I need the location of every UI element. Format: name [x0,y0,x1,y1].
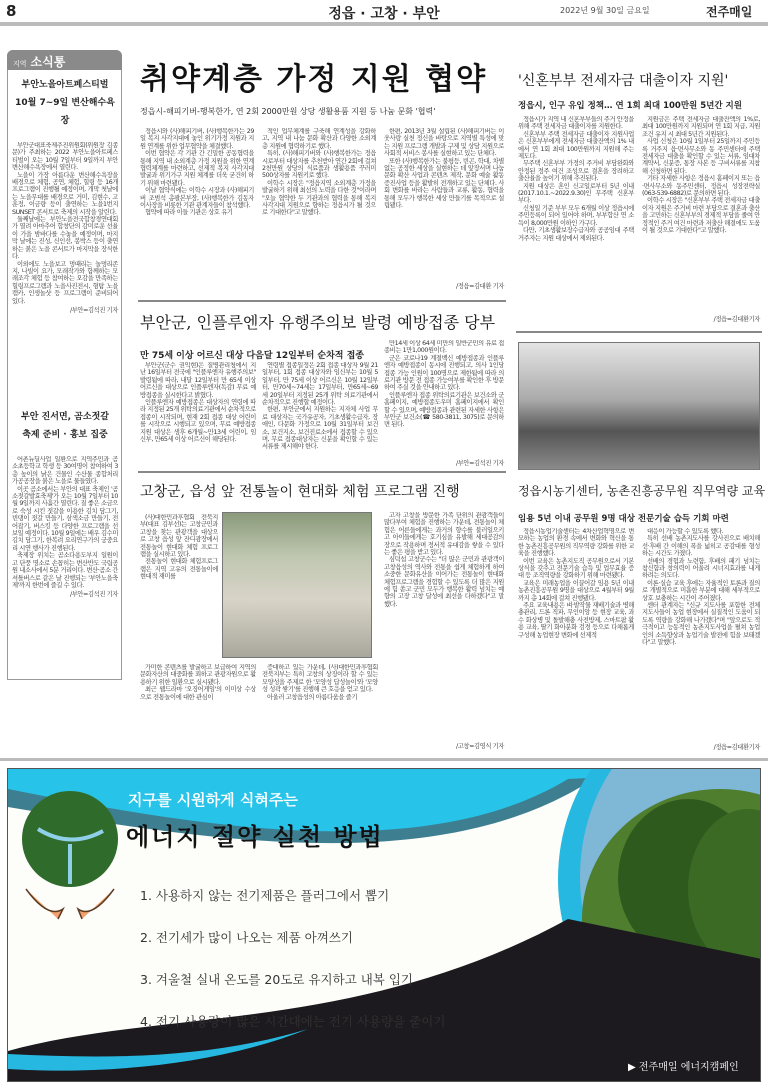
sidebar-item-body [12,142,118,305]
paragraph: 이학수 시장은 "정읍지역 소외계층 가정을 발굴하기 위해 최선의 노력을 다한 것"이라며 "오늘 협약한 두 기관과의 협력을 통해 복지 사각지대 지원으로 향하는 정읍시가 될 것으로 기대한다"고 말했다. [262,179,376,217]
campaign-name: 전주매일 에너지캠페인 [638,1062,739,1073]
local-news-header [7,50,122,70]
byline: /부안=김석진 기자 [70,591,118,599]
paragraph: 부안군대표축제추진위원회(위원장 김종문)가 주최하는 2022 부안노을아트페스티벌이 오는 10월 7일부터 9일까지 부안변산해수욕장에서 열린다. [12,142,118,172]
header-rule [0,22,768,26]
sidebar-item-body [12,456,118,589]
article-column [384,340,504,458]
paragraph: 신혼부부 주택 전세자금 대출이자 지원사업은 신혼부부에게 전세자금 대출잔액의 1% 내에서 연 1회 최대 100만원까지 지원해 주는 제도다. [518,130,634,161]
sidebar-item-title: 부안노을아트페스티벌 [21,80,109,90]
paragraph: 또한 (사)행복한가는 불평등, 빈곤, 학대, 차별 없는 공정한 세상을 실현하는 데 앞장서며 나눔문화 확산 사업과 콘텐츠 제작, 문화 예술 활동 증진사업 등을 활발히 전개하고 있는 단체다. 사회 변화를 바라는 사람들과 교류, 활동, 협력을 통해 모두가 행복한 세상 만들기를 목적으로 설립됐다. [384,157,504,210]
issue-date: 2022년 9월 30일 금요일 [560,6,650,15]
sidebar-title: 소식통 [30,55,66,69]
sidebar-item [12,76,118,314]
ad-tip: 3. 겨울철 실내 온도를 20도로 유지하고 내복 입기 [140,972,413,987]
article-column [518,116,634,324]
article-headline: 정읍시농기센터, 농촌진흥공무원 직무역량 교육 [518,484,766,498]
paragraph: 한편, 부안군에서 지원하는 지자체 사업 무료 대상자는 국가유공자, 기초생활수급자, 장애인, 다문화 가정으로 10월 31일부터 보건소, 보건지소, 보건진료소에서 접종할 수 있으며, 무료 접종대상자는 신분을 확인할 수 있는 서류를 제시해야 한다. [262,406,378,451]
article-column [262,664,378,750]
paragraph: 이날 협약식에는 이학수 시장과 (사)해피기버 조범석 총괄본부장, (사)행복한가 김동자 이사장을 비롯한 기관 관계자들이 참석했다. [140,187,254,210]
paragraph: (사)대한민과후협회 전북지부(대표 김부선)는 고창군민과 고창을 찾는 관광객을 대상으로 고창 읍성 앞 잔디광장에서 전통놀이 현대화 체험 프로그램을 실시하고 있다. [140,514,218,559]
paragraph: 협약에 따라 이들 기관은 상호 유기 [145,209,233,217]
article-headline: '신혼부부 전세자금 대출이자 지원' [518,73,729,89]
paragraph: 부안군(군수 권익현)은 질병관리청에서 지난 16일부터 전국에 "인플루엔자 유행주의보" 발령됨에 따라, 내달 12일부터 만 65세 이상 어르신을 대상으로 인플루엔자(독감) 무료 예방접종을 실시한다고 밝혔다. [140,362,256,399]
ad-background [8,769,761,1082]
paragraph: 인플루엔자 예방접종은 대상자의 연령에 따라 지정된 25개 위탁의료기관에서 순차적으로 접종이 시작되며, 현재 2회 접종 대상 어린이를 시작으로 시행되고 있으며, 무료 예방접종 지원 대상은 생후 6개월~만13세 어린이, 임신부, 만65세 이상 어르신이 해당된다. [140,399,256,444]
article-subhead: 임용 5년 이내 공무원 9명 대상 전문기술 습득 기회 마련 [518,514,729,524]
article-headline: 취약계층 가정 지원 협약 [140,62,488,97]
paragraph: 주요 교육내용은 벼·밭작물 재배기술과 병해충관리, 드론 직파, 무인이앙 등 현장 교육, 과수 화상병 및 돌발해충 사전방제, 스마트팜 활용 교육, 딸기 화아분화 검경 등으로 다채롭게 구성해 농업현장 변화에 선제적 [518,602,634,639]
article-column [384,128,504,278]
paragraph: 적인 업무체계를 구축해 연계성을 강화하고, 지역 내 나눔 문화 확산과 다양한 소외계층 지원에 협력하기로 했다. [262,128,376,150]
article-column [642,528,760,740]
paragraph: 무주택 신혼부부 가정의 주거비 부담완화와 안정된 정주 여건 조성으로 결혼을 장려하고 출산율을 높이기 위해 추진된다. [518,160,634,183]
article-subhead: 정읍시-해피기버-행복한가, 연 2회 2000만원 상당 생활용품 지원 등 나눔 문화 '협력' [140,107,436,116]
divider [138,300,506,302]
newspaper-name: 전주매일 [706,5,753,19]
paragraph: 가미한 콘텐츠를 발굴하고 보급하여 지역의 문화자산의 대중화를 꾀하고 관광자원으로 활용하기 위한 일환으로 실시됐다. [140,664,256,686]
article-column [140,664,256,750]
byline: /정읍=김대환 기자 [456,283,504,290]
paragraph: 선배의 경험과 노련함, 후배의 패기 넘치는 참신함과 창의력이 어울려 시너지효과를 내게 하려는 의도다. [642,557,760,580]
paragraph: 이론·실습 교육 후에는 자율적인 토론과 질의로 개별적으로 미흡한 부분에 대해 세부적으로 상호 보충하는 시간이 주어졌다. [642,579,760,602]
article-subhead: 정읍시, 인구 유입 정책… 연 1회 최대 100만원 5년간 지원 [518,101,742,111]
paragraph: 증대하고 있는 가운데, (사)대한민과후협회 전북지부는 특히 고창의 상징이라 할 수 있는 모양성을 주제로 한 '모양성 답성놀이'와 '모양성 성곽 쌓기'를 진행해 큰 호응을 얻고 있다. [262,664,378,694]
paragraph: 둘째날에는 부안노을전국합창경연대회가 열려 아마추어 합창단의 감미로운 선율이 가을 밤바다를 수놓을 예정이며, 마지막 날에는 진성, 신인선, 봉박스 등이 출연하는 붉은 노을 콘서트가 마지막을 장식한다. [12,216,118,261]
paragraph: 지원금은 주택 전세자금 대출잔액의 1%로, 최대 100만원까지 지원되며 연 1회 지급, 지원 조건 유지 시 최대 5년간 지원된다. [642,116,760,138]
divider [138,471,506,473]
sidebar-tag: 지역 [13,60,27,68]
paragraph: 한편, 2013년 3월 설립된 (사)해피기버는 이웃사랑 실천 정신을 바탕으로 지역별 특성에 맞는 지원 프로그램 개발과 구제 및 상담 지원으로 사회적 서비스 봉사를 실현하고 있는 단체다. [384,128,504,158]
paragraph: 어촌뉴딜사업 일환으로 지역주민과 곰소초등학교 학생 등 30여명이 참여하여 3층 높이의 낡은 건물인 수산물 종합처리 가공공장을 붉은 노을로 물들였다. [12,456,118,486]
page-number: 8 [6,2,17,20]
sidebar-item-title: 10월 7~9일 변산해수욕장 [15,98,115,126]
ad-tagline: 지구를 시원하게 식혀주는 [128,791,298,809]
article-column [140,362,256,466]
paragraph: 이번 교육은 농촌지도직 공무원으로서 기본 상식을 갖추고 전문기술 습득 및 업무효율 증대 등 조직역량을 강화하기 위해 마련됐다. [518,557,634,580]
article-subhead: 만 75세 이상 어르신 대상 다음달 12일부터 순차적 접종 [140,351,364,361]
paragraph: 정읍시농업기술센터는 4차산업혁명으로 변모하는 농업의 환경 속에서 변화와 혁신을 통한 농촌진흥공무원의 직무역량 강화를 위한 교육을 진행했다. [518,528,634,558]
article-column [262,128,376,292]
article-column [262,362,378,466]
paragraph: 다만, 기초생활보장수급자와 공공임대 주택 거주자는 지원 대상에서 제외된다. [518,227,634,242]
sidebar-item [12,408,118,599]
ad-tip: 1. 사용하지 않는 전기제품은 플러그에서 뽑기 [140,888,390,903]
energy-campaign-ad [7,768,761,1082]
paragraph: 축제장 위치는 곰소다용도부지 일원이고 단풍 명소로 손꼽히는 변산반도 국립공원 내소사에서 5분 거리이다. 변산·곰소 간 셔틀버스로 같은 날 진행되는 '부안노을축제'까지 한번에 즐길 수 있다. [12,552,118,589]
training-photo [518,342,760,470]
paragraph: 인플루엔자 접종 위탁의료기관은 보건소와 군 홈페이지, 예방접종도우미 홈페이지에서 확인할 수 있으며, 예방접종과 관련된 자세한 사항은 부안군 보건소(☎ 580-3811, 3075)로 문의하면 된다. [384,391,504,429]
paragraph: 이번 협약은 각 기관 간 긴밀한 공동협력을 통해 지역 내 소외계층 가정 지원을 위한 연계 협력체계를 마련하고, 선제적 복지 사각지대 발굴과 위기가구 지원 체계를 더욱 굳건히 하기 위해 마련됐다. [140,150,254,187]
paragraph: 교육은 미래농업을 이끌어갈 임용 5년 이내 농촌진흥공무원 9명을 대상으로 4월부터 9월까지 총 14회에 걸쳐 진행됐다. [518,579,634,602]
divider [0,758,768,761]
byline: /정읍=김대환기자 [713,744,760,751]
paragraph: 신청일 기준 부부 모두 6개월 이상 정읍시에 주민등록이 되어 있어야 하며, 부부합산 연 소득이 8,000만원 이하인 가구다. [518,204,634,227]
paragraph: 대응이 가능할 수 있도록 했다. [647,528,724,535]
article-column [140,128,254,292]
paragraph: 연령별 접종일정은 2회 접종 대상자 9월 21일부터, 1회 접종 대상자와 임신부는 10월 5일부터, 만 75세 이상 어르신은 10월 12일부터, 만70세~74세는 17일부터, 만65세~69세 20일부터 지정된 25개 위탁 의료기관에서 순차적으로 진행할 예정이다. [262,362,378,407]
section-title: 정읍 · 고창 · 부안 [328,6,440,22]
paragraph: 특히 선배 농촌지도사를 강사진으로 배치해 선·후배 간 이해의 폭을 넓히고 공감대를 형성하는 시간도 가졌다. [642,535,760,558]
paragraph: 특히, (사)해피기버와 (사)행복한가는 정읍시로부터 대상자를 추천받아 연간 2회에 걸쳐 2천만원 상당의 식료품과 생활용품 꾸러미 500상자를 지원키로 했다. [262,150,376,180]
ad-tip: 4. 전기 사용량이 많은 시간대에는 전기 사용량을 줄이기 [140,1014,446,1029]
traditional-game-photo [222,512,372,658]
article-column [518,528,634,754]
byline: /고창=김영식 기자 [456,743,504,750]
article-headline: 부안군, 인플루엔자 유행주의보 발령 예방접종 당부 [140,313,496,332]
paragraph: 심덕섭 고창군수는 "더 많은 군민과 관광객이 고창읍성의 역사와 전통을 쉽게 체험하게 하여 소중한 문화유산을 이어가는 전통놀이 현대화 체험프로그램을 경험할 수 있도록 더 많은 지원에 힘 쏟고 군민 모두가 행복한 활력 넘치는 예향의 고장 고창 달성에 최선을 다하겠다"고 말했다. [384,556,504,608]
divider [516,331,762,333]
article-column [384,512,504,740]
paragraph: 고자 고창을 방문한 가족 단위의 관광객들이 많다부여 체험을 진행하는 가운데, 전통놀이 체험은 어른들에게는 과거의 향수를 불러일으키고 아이들에게는 호기심을 유발해 세대공감의 장으로 작용하며 정서적 유대감을 쌓을 수 있다는 좋은 평을 받고 있다. [384,512,504,557]
byline: /부안=김석진 기자 [456,460,504,467]
article-column [642,116,760,312]
paragraph: 정읍시가 지역 내 신혼부부들의 주거 안정을 위해 주택 전세자금 대출이자를 지원한다. [518,116,634,131]
paragraph: 이외에도 노을보고 멍때리는 놀멍리존지, 나빌이 요가, 모래작가와 함께하는 모래조각 체험 등 참여하는 오감을 만족하는 힐링프로그램과 노을사진전시, 형탐 노을캠카, 인생놀샷 등 프로그램이 준비되어 있다. [12,260,118,305]
paragraph: 최근 웹드라마 '오징어게임'의 이미상 수상으로 전통놀이에 대한 관심이 [140,686,256,701]
paragraph: 이곳 곰소에서는 부안의 대표 축제인 '곰소젓갈발효축제'가 오는 10월 7일부터 10월 9일까지 사흘간 열린다. 질 좋은 소금으로 숙성 시킨 젓갈을 이용한 김치 담그기, 빈댕이 젓갈 만들기, 삼색소금 만들기, 전어잡기, 버스킹 등 다양한 프로그램을 선보일 예정이다. 10월 9일에는 배우 김수미 김치 담그기, 한복려 요리연구가의 궁중요리 시연 행사가 진행된다. [12,485,118,552]
byline: /부안=김석진 기자 [70,306,118,314]
paragraph: 기타 자세한 사항은 정읍시 홈페이지 또는 읍·면사무소와 동주민센터, 정읍시 성장전략실(063-539-6882)로 문의하면 된다. [642,175,760,198]
ad-tip: 2. 전기세가 많이 나오는 제품 아껴쓰기 [140,930,353,945]
paragraph: 센터 관계자는 "신규 지도사를 포함한 전체 지도사들이 농업 현장에서 실질적인 도움이 되도록 역량을 강화해 나가겠다"며 "앞으로도 적극적이고 능동적인 농촌지도사업을 펼쳐 농업인의 소득향상과 농업기술 발전에 힘을 보태겠다"고 말했다. [642,602,760,647]
article-headline: 고창군, 읍성 앞 전통놀이 현대화 체험 프로그램 진행 [140,484,460,500]
paragraph: 이학수 시장은 "신혼부부 주택 전세자금 대출이자 지원은 주거비 마련 부담으로 결혼과 출산을 고민하는 신혼부부의 경제적 부담을 줄여 안정적인 주거 여건 마련과 저출산 해결에도 도움이 될 것으로 기대한다"고 말했다. [642,197,760,235]
paragraph: 아울러 고창읍성의 아름다움을 즐기 [267,693,358,701]
ad-campaign-label [628,1058,739,1073]
article-column [140,514,218,660]
paragraph: 만14세 이상 64세 미만의 일반군민의 유료 접종비는 1만1,000원이다. [384,340,504,355]
play-triangle-icon: ▶ [628,1062,639,1073]
paragraph: 지원 대상은 혼인 신고일로부터 5년 이내(2017.10.1.~2022.9.30)인 무주택 신혼부부다. [518,182,634,205]
paragraph: 사업 신청은 10월 1일부터 25일까지 주민등록 거주지 읍·면사무소와 동 주민센터에 주택 전세자금 대출을 확인할 수 있는 서류, 임대차 계약서, 신분증, 통장 사본 등 구비서류를 지참해 신청하면 된다. [642,138,760,175]
paragraph: 군은 코로나19 계절백신 예방접종과 인플루엔자 예방접종이 동시에 진행되고, 의사 1인당 접종 가능 인원이 100명으로 제한됨에 따라 의료기관 방문 전 접종 가능여부를 확인한 후 방문하여 주실 것을 안내하고 있다. [384,354,504,392]
paragraph: 전통놀이 현대화 체험프로그램은 지역 고유의 전통놀이에 현대적 재미를 [140,558,218,581]
sidebar-item-title: 부안 진서면, 곰소젓갈 [21,412,109,422]
ad-title: 에너지 절약 실천 방법 [126,823,384,851]
paragraph: 노을이 가장 아름다운 변산해수욕장을 배경으로 체험, 공연, 체험, 힐링 등 16개 프로그램이 진행될 예정이며, 개막 첫날에는 노을무대를 배경으로 거미, 김현수, 고훈정, 이금량 등이 출연하는 노을1번지 SUNSET 콘서트로 축제의 시작을 알린다. [12,171,118,216]
paragraph: 정읍시와 (사)해피기버, (사)행복한가는 29일 복지 사각지대에 놓인 위기가정 지원과 지원 연계를 위한 업무협약을 체결했다. [140,128,254,150]
sidebar-item-title: 축제 준비 · 홍보 집중 [22,430,108,440]
byline: /정읍=김대환기자 [713,316,760,323]
